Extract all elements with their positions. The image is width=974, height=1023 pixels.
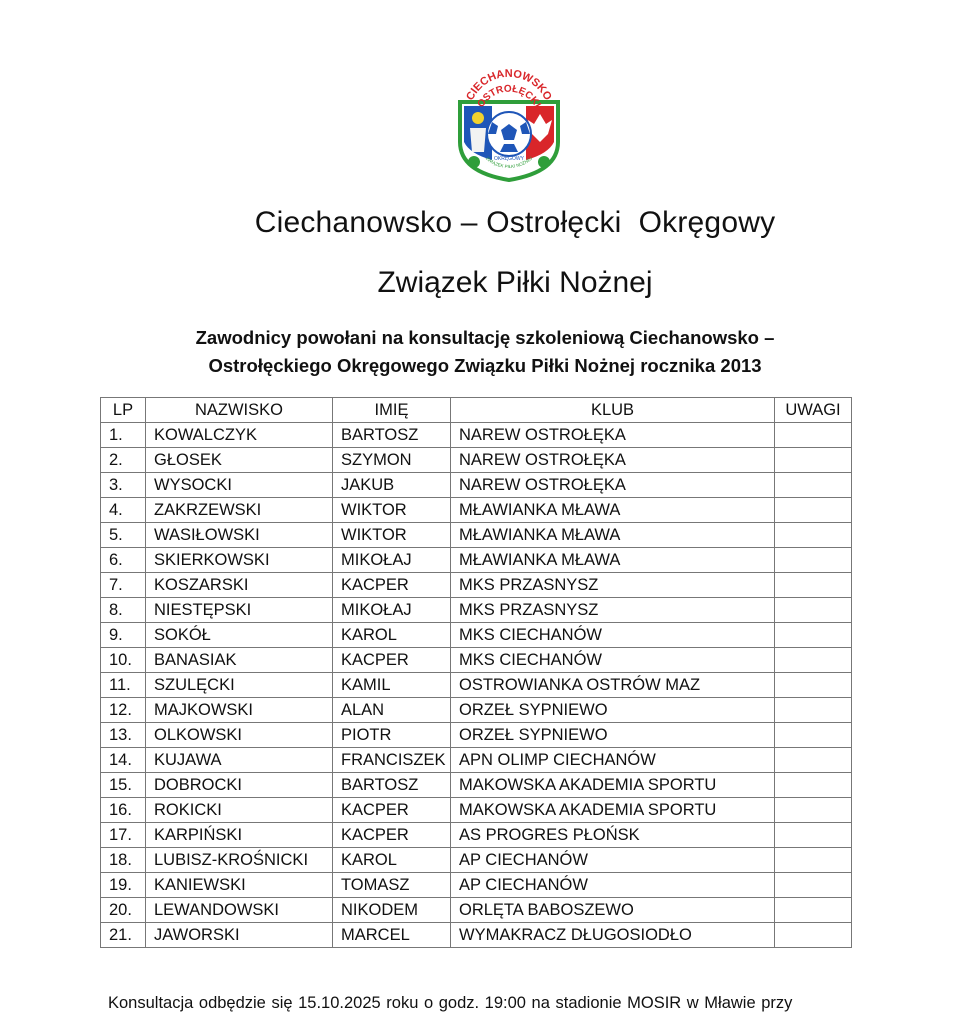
first-name-cell: KAROL [333,848,451,873]
row-number: 8. [101,598,146,623]
club-cell: MKS CIECHANÓW [451,648,775,673]
notes-cell [775,748,852,773]
club-cell: ORZEŁ SYPNIEWO [451,723,775,748]
first-name-cell: KAROL [333,623,451,648]
surname-cell: ROKICKI [146,798,333,823]
table-row [101,673,852,698]
table-row [101,598,852,623]
first-name-cell: KACPER [333,823,451,848]
notes-cell [775,623,852,648]
notes-cell [775,698,852,723]
row-number: 11. [101,673,146,698]
first-name-cell: PIOTR [333,723,451,748]
row-number: 3. [101,473,146,498]
players-table [100,397,852,948]
surname-cell: ZAKRZEWSKI [146,498,333,523]
notes-cell [775,923,852,948]
row-number: 19. [101,873,146,898]
club-cell: AS PROGRES PŁOŃSK [451,823,775,848]
first-name-cell: NIKODEM [333,898,451,923]
association-logo [448,64,570,186]
surname-cell: DOBROCKI [146,773,333,798]
club-cell: MKS PRZASNYSZ [451,573,775,598]
club-cell: MAKOWSKA AKADEMIA SPORTU [451,798,775,823]
notes-cell [775,473,852,498]
table-row [101,473,852,498]
notes-cell [775,523,852,548]
column-header-first-name: IMIĘ [333,398,451,423]
surname-cell: GŁOSEK [146,448,333,473]
club-cell: NAREW OSTROŁĘKA [451,423,775,448]
notes-cell [775,898,852,923]
table-row [101,723,852,748]
table-row [101,648,852,673]
surname-cell: SKIERKOWSKI [146,548,333,573]
first-name-cell: TOMASZ [333,873,451,898]
surname-cell: MAJKOWSKI [146,698,333,723]
column-header-notes: UWAGI [775,398,852,423]
document-subtitle [100,324,870,380]
row-number: 9. [101,623,146,648]
first-name-cell: JAKUB [333,473,451,498]
notes-cell [775,848,852,873]
row-number: 12. [101,698,146,723]
first-name-cell: BARTOSZ [333,423,451,448]
club-cell: AP CIECHANÓW [451,873,775,898]
club-cell: WYMAKRACZ DŁUGOSIODŁO [451,923,775,948]
club-cell: MKS PRZASNYSZ [451,598,775,623]
club-cell: MŁAWIANKA MŁAWA [451,498,775,523]
surname-cell: WASIŁOWSKI [146,523,333,548]
first-name-cell: WIKTOR [333,498,451,523]
row-number: 4. [101,498,146,523]
notes-cell [775,498,852,523]
subtitle-line-2: Ostrołęckiego Okręgowego Związku Piłki Nożnej rocznika 2013 [208,355,762,376]
table-row [101,448,852,473]
club-cell: MAKOWSKA AKADEMIA SPORTU [451,773,775,798]
notes-cell [775,598,852,623]
logo-text-ring: OKRĘGOWY [493,156,525,162]
club-cell: APN OLIMP CIECHANÓW [451,748,775,773]
club-cell: NAREW OSTROŁĘKA [451,473,775,498]
table-row [101,698,852,723]
first-name-cell: ALAN [333,698,451,723]
surname-cell: NIESTĘPSKI [146,598,333,623]
club-cell: NAREW OSTROŁĘKA [451,448,775,473]
table-row [101,923,852,948]
column-header-club: KLUB [451,398,775,423]
surname-cell: BANASIAK [146,648,333,673]
first-name-cell: FRANCISZEK [333,748,451,773]
surname-cell: KANIEWSKI [146,873,333,898]
row-number: 2. [101,448,146,473]
table-row [101,498,852,523]
club-cell: AP CIECHANÓW [451,848,775,873]
first-name-cell: KACPER [333,798,451,823]
subtitle-line-1: Zawodnicy powołani na konsultację szkoleniową Ciechanowsko – [195,327,775,348]
first-name-cell: BARTOSZ [333,773,451,798]
table-row [101,623,852,648]
row-number: 6. [101,548,146,573]
notes-cell [775,673,852,698]
club-cell: MKS CIECHANÓW [451,623,775,648]
table-row [101,898,852,923]
notes-cell [775,548,852,573]
notes-cell [775,723,852,748]
club-cell: MŁAWIANKA MŁAWA [451,548,775,573]
table-row [101,848,852,873]
column-header-lp: LP [101,398,146,423]
row-number: 10. [101,648,146,673]
surname-cell: WYSOCKI [146,473,333,498]
notes-cell [775,448,852,473]
club-cell: ORLĘTA BABOSZEWO [451,898,775,923]
club-cell: ORZEŁ SYPNIEWO [451,698,775,723]
notes-cell [775,798,852,823]
first-name-cell: MIKOŁAJ [333,598,451,623]
notes-cell [775,648,852,673]
table-row [101,873,852,898]
consultation-note: Konsultacja odbędzie się 15.10.2025 roku o godz. 19:00 na stadionie MOSIR w Mławie przy [108,994,793,1012]
club-cell: MŁAWIANKA MŁAWA [451,523,775,548]
first-name-cell: MIKOŁAJ [333,548,451,573]
row-number: 7. [101,573,146,598]
logo-text-bottom: ZWIĄZEK PIŁKI NOŻNEJ [484,155,534,170]
surname-cell: OLKOWSKI [146,723,333,748]
table-header-row [101,398,852,423]
table-row [101,823,852,848]
notes-cell [775,873,852,898]
table-body [101,423,852,948]
logo-emblem [448,64,570,186]
notes-cell [775,823,852,848]
first-name-cell: KACPER [333,573,451,598]
table-row [101,548,852,573]
logo-text-top: CIECHANOWSKO [464,67,554,103]
first-name-cell: WIKTOR [333,523,451,548]
surname-cell: SZULĘCKI [146,673,333,698]
table-row [101,573,852,598]
notes-cell [775,773,852,798]
first-name-cell: KACPER [333,648,451,673]
surname-cell: LUBISZ-KROŚNICKI [146,848,333,873]
row-number: 5. [101,523,146,548]
page-title-line-2: Związek Piłki Nożnej [377,266,653,299]
first-name-cell: KAMIL [333,673,451,698]
notes-cell [775,423,852,448]
table-row [101,798,852,823]
surname-cell: JAWORSKI [146,923,333,948]
surname-cell: KOSZARSKI [146,573,333,598]
surname-cell: KUJAWA [146,748,333,773]
row-number: 17. [101,823,146,848]
first-name-cell: SZYMON [333,448,451,473]
club-cell: OSTROWIANKA OSTRÓW MAZ [451,673,775,698]
row-number: 20. [101,898,146,923]
first-name-cell: MARCEL [333,923,451,948]
row-number: 21. [101,923,146,948]
row-number: 13. [101,723,146,748]
logo-text-mid: OSTROŁĘCKI [475,83,543,110]
surname-cell: KARPIŃSKI [146,823,333,848]
row-number: 18. [101,848,146,873]
page-title-line-1: Ciechanowsko – Ostrołęcki Okręgowy [254,206,776,239]
row-number: 14. [101,748,146,773]
row-number: 1. [101,423,146,448]
surname-cell: KOWALCZYK [146,423,333,448]
table-row [101,748,852,773]
surname-cell: SOKÓŁ [146,623,333,648]
table-row [101,523,852,548]
notes-cell [775,573,852,598]
column-header-surname: NAZWISKO [146,398,333,423]
row-number: 16. [101,798,146,823]
row-number: 15. [101,773,146,798]
table-row [101,773,852,798]
surname-cell: LEWANDOWSKI [146,898,333,923]
table-row [101,423,852,448]
